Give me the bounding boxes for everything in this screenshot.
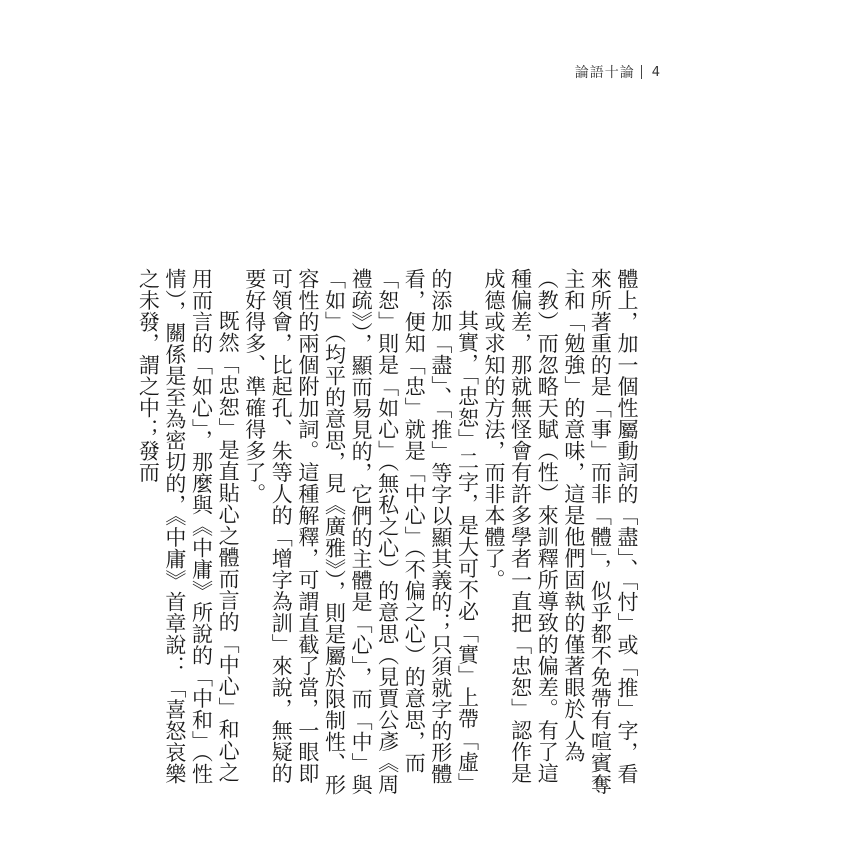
vertical-text-body [136,268,640,798]
paragraph-1: 體上，加一個性屬動詞的「盡」、「忖」或「推」字，看來所著重的是「事」而非「體」，似乎都不免帶有喧賓奪主和「勉強」的意味，這是他們固執的僅著眼於人為（教）而忽略天賦（性）來訓釋所導致的偏差。有了這種偏差，那就無怪會有許多學者一直把「忠恕」認作是成德或求知的方法，而非本體了。 [482,268,639,795]
paragraph-3: 既然「忠恕」是直貼心之體而言的「中心」和心之用而言的「如心」，那麼與《中庸》所說的「中和」（性情），關係是至為密切的，《中庸》首章說：「喜怒哀樂之未發，謂之中；發而 [136,268,241,785]
running-head [540,60,660,84]
header-divider [641,65,642,79]
page-number: 4 [651,64,660,80]
paragraph-2: 其實，「忠恕」二字，是大可不必「實」上帶「虛」的添加「盡」、「推」等字以顯其義的；只須就字的形體看，便知「忠」就是「中心」（不偏之心）的意思，而「恕」則是「如心」（無私之心）的意思（見賈公彥《周禮疏》），顯而易見的，它們的主體是「心」，而「中」與「如」（均平的意思，見《廣雅》），則是屬於限制性、形容性的兩個附加詞。這種解釋，可謂直截了當，一眼即可領會，比起孔、朱等人的「增字為訓」來說，無疑的要好得多、準確得多了。 [242,268,480,796]
book-title: 論語十論 [574,65,635,81]
